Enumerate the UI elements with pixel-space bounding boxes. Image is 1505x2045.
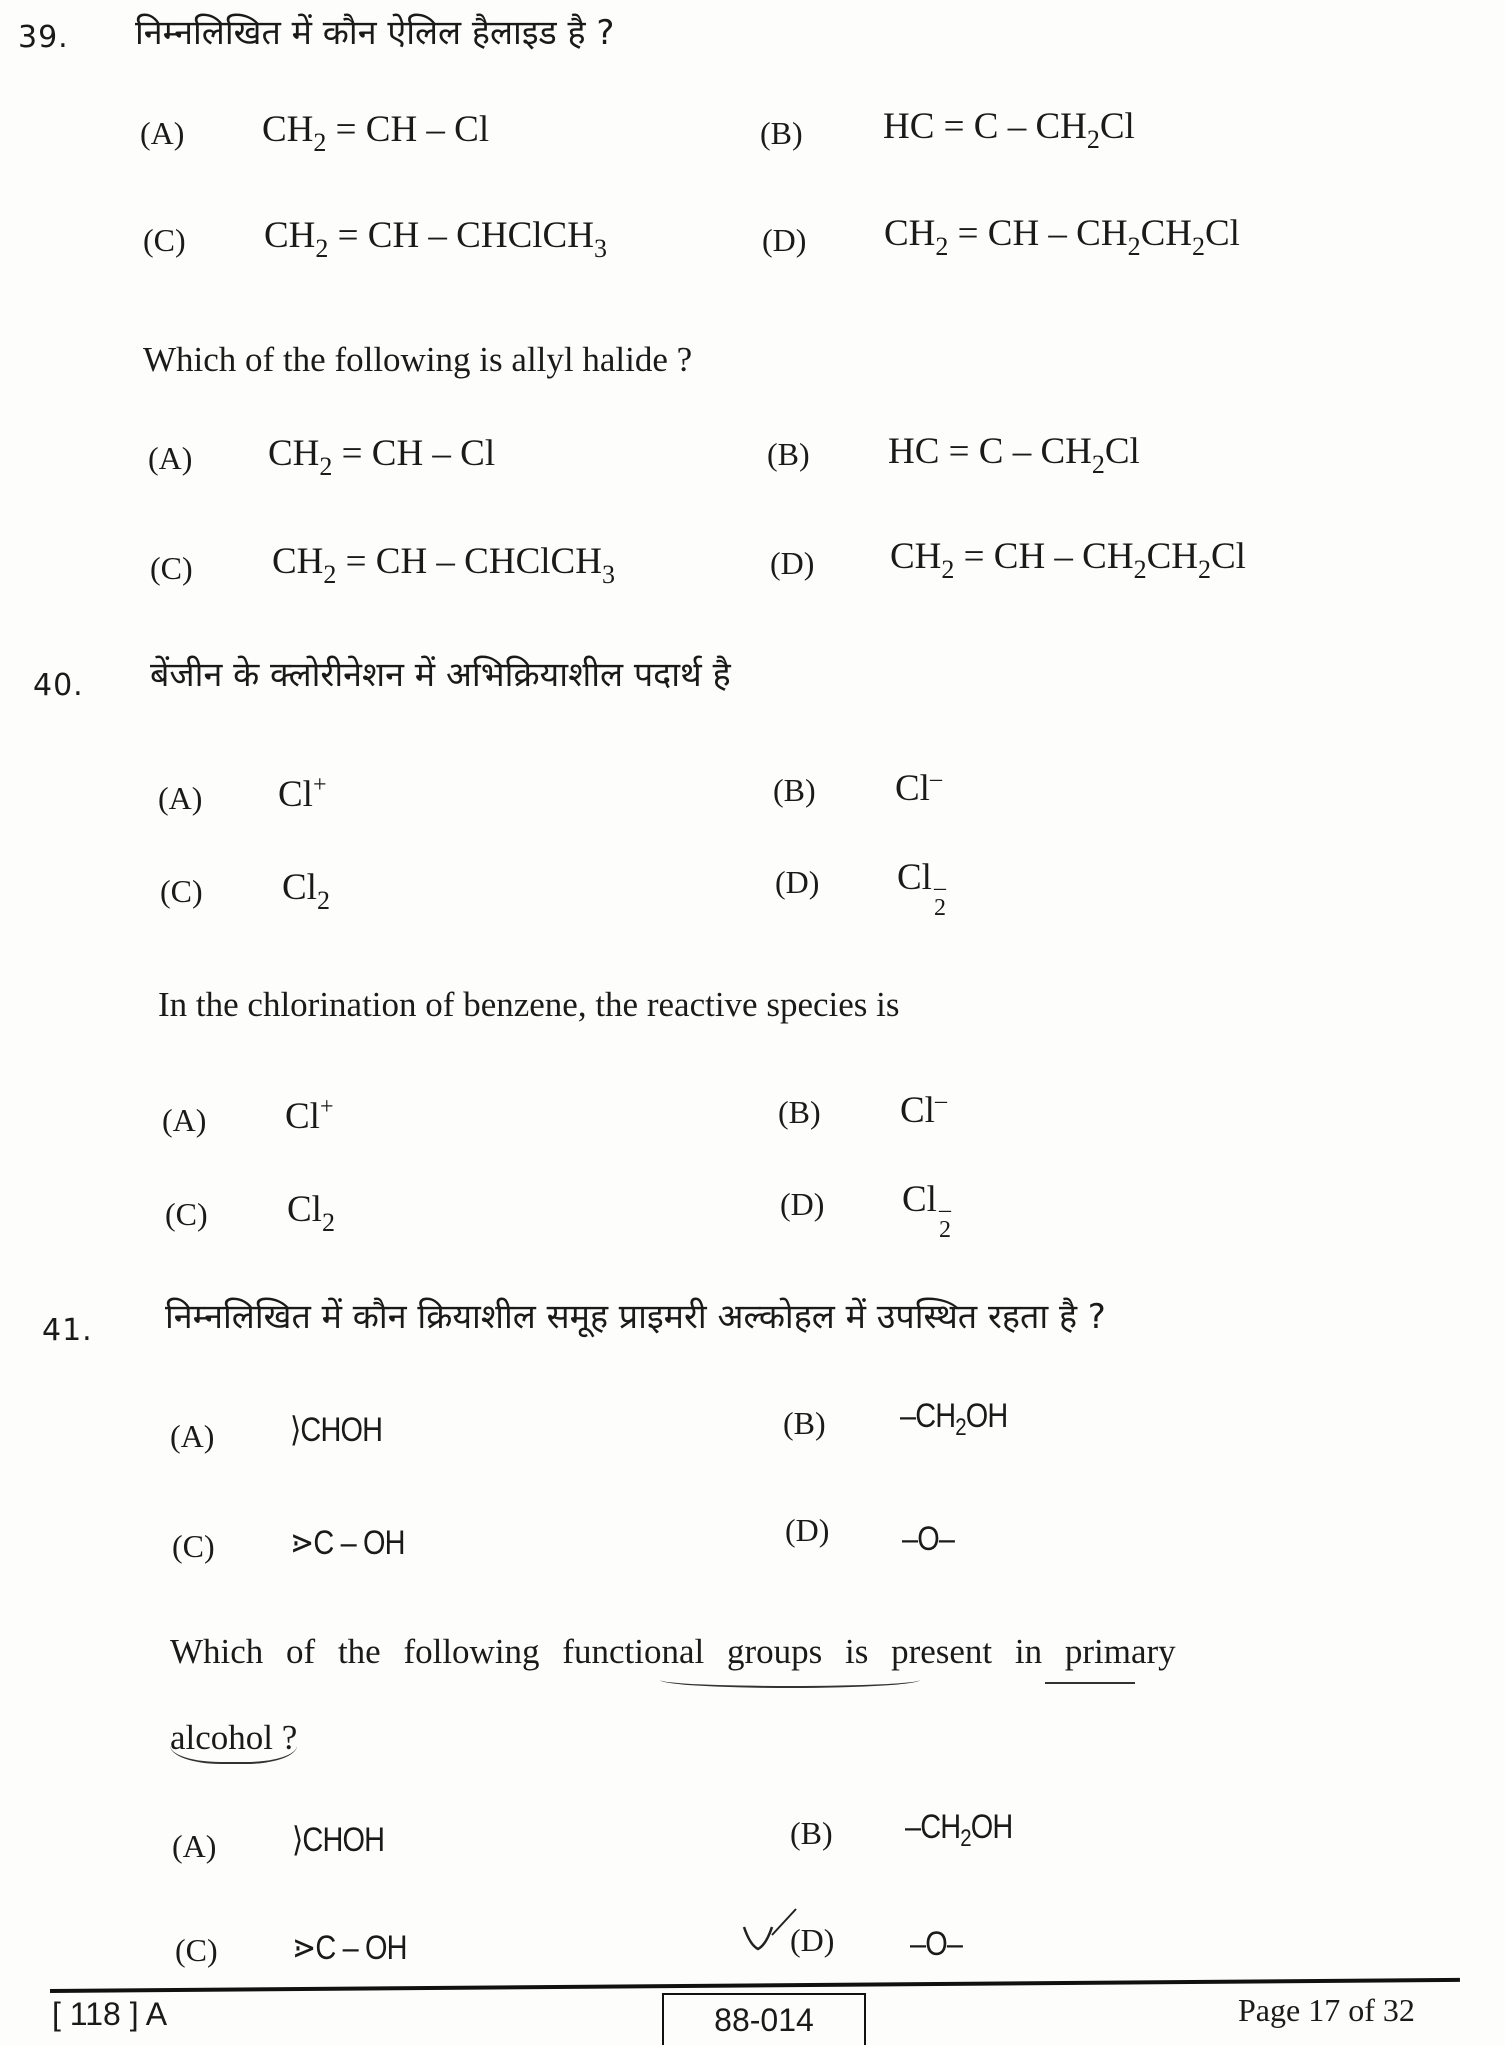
question-41-english-text-line1: Which of the following functional groups is present in primary	[170, 1632, 1176, 1671]
q41-en-option-a-label: (A)	[172, 1828, 217, 1864]
question-39-hindi-text: निम्नलिखित में कौन ऐलिल हैलाइड है ?	[135, 13, 615, 53]
q40-hi-option-c-label: (C)	[160, 873, 203, 909]
q40-en-option-d-label: (D)	[780, 1186, 825, 1222]
q41-en-option-b-formula: $-CH_2OH$	[905, 1808, 1013, 1852]
question-40-english-text: In the chlorination of benzene, the reactive species is	[158, 985, 900, 1024]
q40-hi-option-b-label: (B)	[773, 772, 816, 808]
q40-en-option-c-label: (C)	[165, 1196, 208, 1232]
handwritten-underline	[660, 1672, 920, 1688]
q39-hi-option-b-label: (B)	[760, 115, 803, 151]
q41-hi-option-d-label: (D)	[785, 1512, 830, 1548]
question-number-40: 40.	[33, 668, 84, 703]
handwritten-underline	[1045, 1672, 1135, 1684]
q41-hi-option-c-formula: ⋗C – OH	[290, 1524, 405, 1562]
q41-hi-option-c-label: (C)	[172, 1528, 215, 1564]
q41-hi-option-d-formula: –O–	[902, 1520, 955, 1558]
q40-hi-option-d-label: (D)	[775, 864, 820, 900]
question-41-english-text-line2: alcohol ?	[170, 1718, 297, 1764]
q40-en-option-c-formula: $Cl_2$	[287, 1189, 335, 1237]
q40-hi-option-b-formula: Cl–	[895, 766, 942, 809]
q39-en-option-a-label: (A)	[148, 440, 193, 476]
page-number: Page 17 of 32	[1238, 1992, 1415, 2028]
q41-hi-option-a-formula: ⟩CHOH	[290, 1411, 383, 1449]
q39-en-option-c-label: (C)	[150, 550, 193, 586]
q40-en-option-b-formula: Cl–	[900, 1088, 947, 1131]
q40-en-option-d-formula: Cl – 2	[902, 1179, 951, 1243]
q41-en-option-a-formula: ⟩CHOH	[292, 1821, 385, 1859]
handwritten-tick-mark-icon	[742, 1905, 798, 1955]
q39-en-option-a-formula: $CH_2$ = CH – Cl	[268, 433, 496, 481]
footer-left-code: [ 118 ] A	[52, 1996, 168, 2032]
q41-hi-option-b-formula: $-CH_2OH$	[900, 1397, 1008, 1441]
q39-hi-option-d-formula: $CH_2$ = CH – $CH_2CH_2Cl$	[884, 213, 1240, 261]
q41-hi-option-a-label: (A)	[170, 1418, 215, 1454]
q41-en-option-b-label: (B)	[790, 1815, 833, 1851]
q39-en-option-b-formula: HC = C – $CH_2Cl$	[888, 431, 1140, 479]
q40-hi-option-d-formula: Cl – 2	[897, 857, 946, 921]
q39-hi-option-b-formula: HC = C – $CH_2Cl$	[883, 106, 1135, 154]
q39-en-option-b-label: (B)	[767, 436, 810, 472]
question-41-hindi-text: निम्नलिखित में कौन क्रियाशील समूह प्राइमरी अल्कोहल में उपस्थित रहता है ?	[165, 1297, 1106, 1337]
footer-center-code: 88-014	[662, 1993, 866, 2045]
question-number-39: 39.	[18, 20, 69, 55]
q39-en-option-d-label: (D)	[770, 545, 815, 581]
q39-hi-option-c-formula: $CH_2$ = CH – CHClCH$_3$	[264, 215, 607, 263]
question-40-hindi-text: बेंजीन के क्लोरीनेशन में अभिक्रियाशील पदार्थ है	[150, 655, 731, 695]
q39-hi-option-c-label: (C)	[143, 222, 186, 258]
q41-en-option-c-label: (C)	[175, 1932, 218, 1968]
q41-hi-option-b-label: (B)	[783, 1405, 826, 1441]
q39-en-option-d-formula: $CH_2$ = CH – $CH_2CH_2Cl$	[890, 536, 1246, 584]
q39-en-option-c-formula: $CH_2$ = CH – CHClCH$_3$	[272, 541, 615, 589]
q40-hi-option-a-formula: Cl+	[278, 772, 327, 815]
q41-en-option-d-label: (D)	[790, 1922, 835, 1958]
q39-hi-option-d-label: (D)	[762, 222, 807, 258]
q39-hi-option-a-label: (A)	[140, 115, 185, 151]
footer-divider	[50, 1978, 1460, 1993]
q41-en-option-d-formula: –O–	[910, 1925, 963, 1963]
question-number-41: 41.	[42, 1313, 93, 1348]
q41-en-option-c-formula: ⋗C – OH	[292, 1929, 407, 1967]
q40-en-option-a-label: (A)	[162, 1102, 207, 1138]
q40-en-option-b-label: (B)	[778, 1094, 821, 1130]
q40-en-option-a-formula: Cl+	[285, 1094, 334, 1137]
question-39-english-text: Which of the following is allyl halide ?	[143, 340, 693, 379]
q40-hi-option-a-label: (A)	[158, 780, 203, 816]
q40-hi-option-c-formula: $Cl_2$	[282, 867, 330, 915]
q39-hi-option-a-formula: $CH_2$ = CH – Cl	[262, 109, 490, 157]
